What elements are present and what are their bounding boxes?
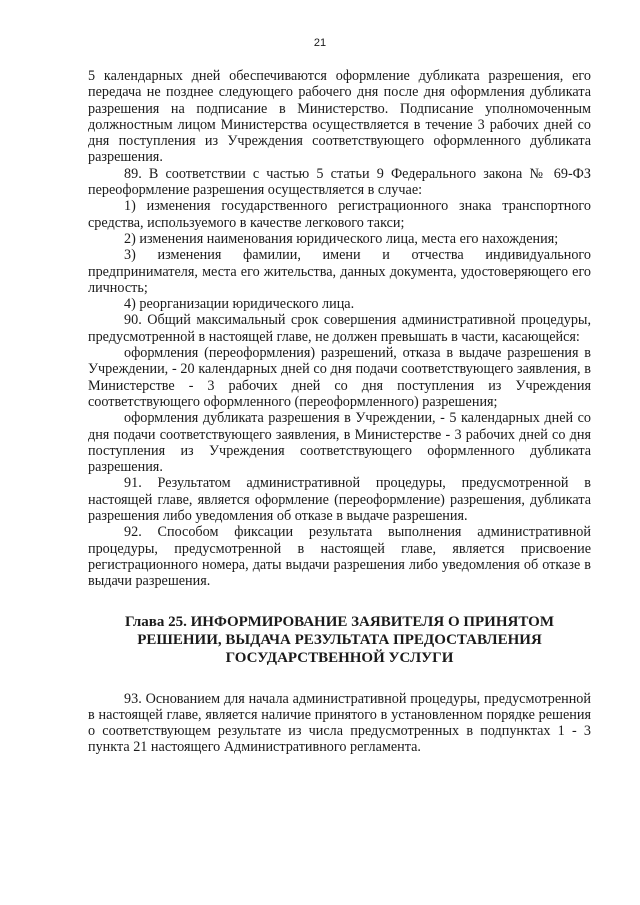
paragraph-90: 90. Общий максимальный срок совершения административной процедуры, предусмотренной в настоящей главе, не должен превышать в части, касающейся: bbox=[88, 312, 591, 345]
page-number: 21 bbox=[313, 37, 327, 49]
paragraph-93: 93. Основанием для начала административной процедуры, предусмотренной в настоящей главе, является наличие принятого в установленном порядке решения о соответствующем результате из числа предусмотренных в подпунктах 1 - 3 пункта 21 настоящего Административного регламента. bbox=[88, 690, 591, 756]
document-body bbox=[88, 68, 591, 756]
list-item-3: 3) изменения фамилии, имени и отчества индивидуального предпринимателя, места его жительства, данных документа, удостоверяющего его личность; bbox=[88, 247, 591, 296]
paragraph-90-item-2: оформления дубликата разрешения в Учреждении, - 5 календарных дней со дня подачи соответствующего заявления, в Министерстве - 3 рабочих дней со дня поступления из Учреждения соответствующего оформленного дубликата разрешения. bbox=[88, 410, 591, 476]
paragraph-88-continued: 5 календарных дней обеспечиваются оформление дубликата разрешения, его передача не позднее следующего рабочего дня после дня оформления дубликата разрешения на подписание в Министерство. Подписание уполномоченным должностным лицом Министерства осуществляется в течение 3 рабочих дней со дня поступления из Учреждения соответствующего оформленного дубликата разрешения. bbox=[88, 68, 591, 166]
list-item-2: 2) изменения наименования юридического лица, места его нахождения; bbox=[124, 230, 559, 247]
paragraph-90-item-1: оформления (переоформления) разрешений, отказа в выдаче разрешения в Учреждении, - 20 календарных дней со дня подачи соответствующего заявления, в Министерстве - 3 рабочих дней со дня поступления из Учреждения соответствующего оформленного (переоформленного) разрешения; bbox=[88, 345, 591, 410]
chapter-heading-line: Глава 25. ИНФОРМИРОВАНИЕ ЗАЯВИТЕЛЯ О ПРИНЯТОМ bbox=[125, 613, 554, 630]
paragraph-92: 92. Способом фиксации результата выполнения административной процедуры, предусмотренной в настоящей главе, является присвоение регистрационного номера, даты выдачи разрешения либо уведомления об отказе в выдачи разрешения. bbox=[88, 524, 591, 590]
list-item-1: 1) изменения государственного регистрационного знака транспортного средства, используемого в качестве легкового такси; bbox=[88, 198, 591, 231]
chapter-heading-line: РЕШЕНИИ, ВЫДАЧА РЕЗУЛЬТАТА ПРЕДОСТАВЛЕНИЯ bbox=[137, 631, 542, 648]
paragraph-91: 91. Результатом административной процедуры, предусмотренной в настоящей главе, является оформление (переоформление) разрешения, дубликата разрешения либо уведомления об отказе в выдаче разрешения. bbox=[88, 475, 591, 525]
chapter-heading-line: ГОСУДАРСТВЕННОЙ УСЛУГИ bbox=[225, 649, 454, 666]
chapter-heading bbox=[88, 613, 591, 667]
paragraph-89: 89. В соответствии с частью 5 статьи 9 Федерального закона № 69-ФЗ переоформление разрешения осуществляется в случае: bbox=[88, 165, 591, 199]
list-item-4: 4) реорганизации юридического лица. bbox=[124, 296, 355, 313]
